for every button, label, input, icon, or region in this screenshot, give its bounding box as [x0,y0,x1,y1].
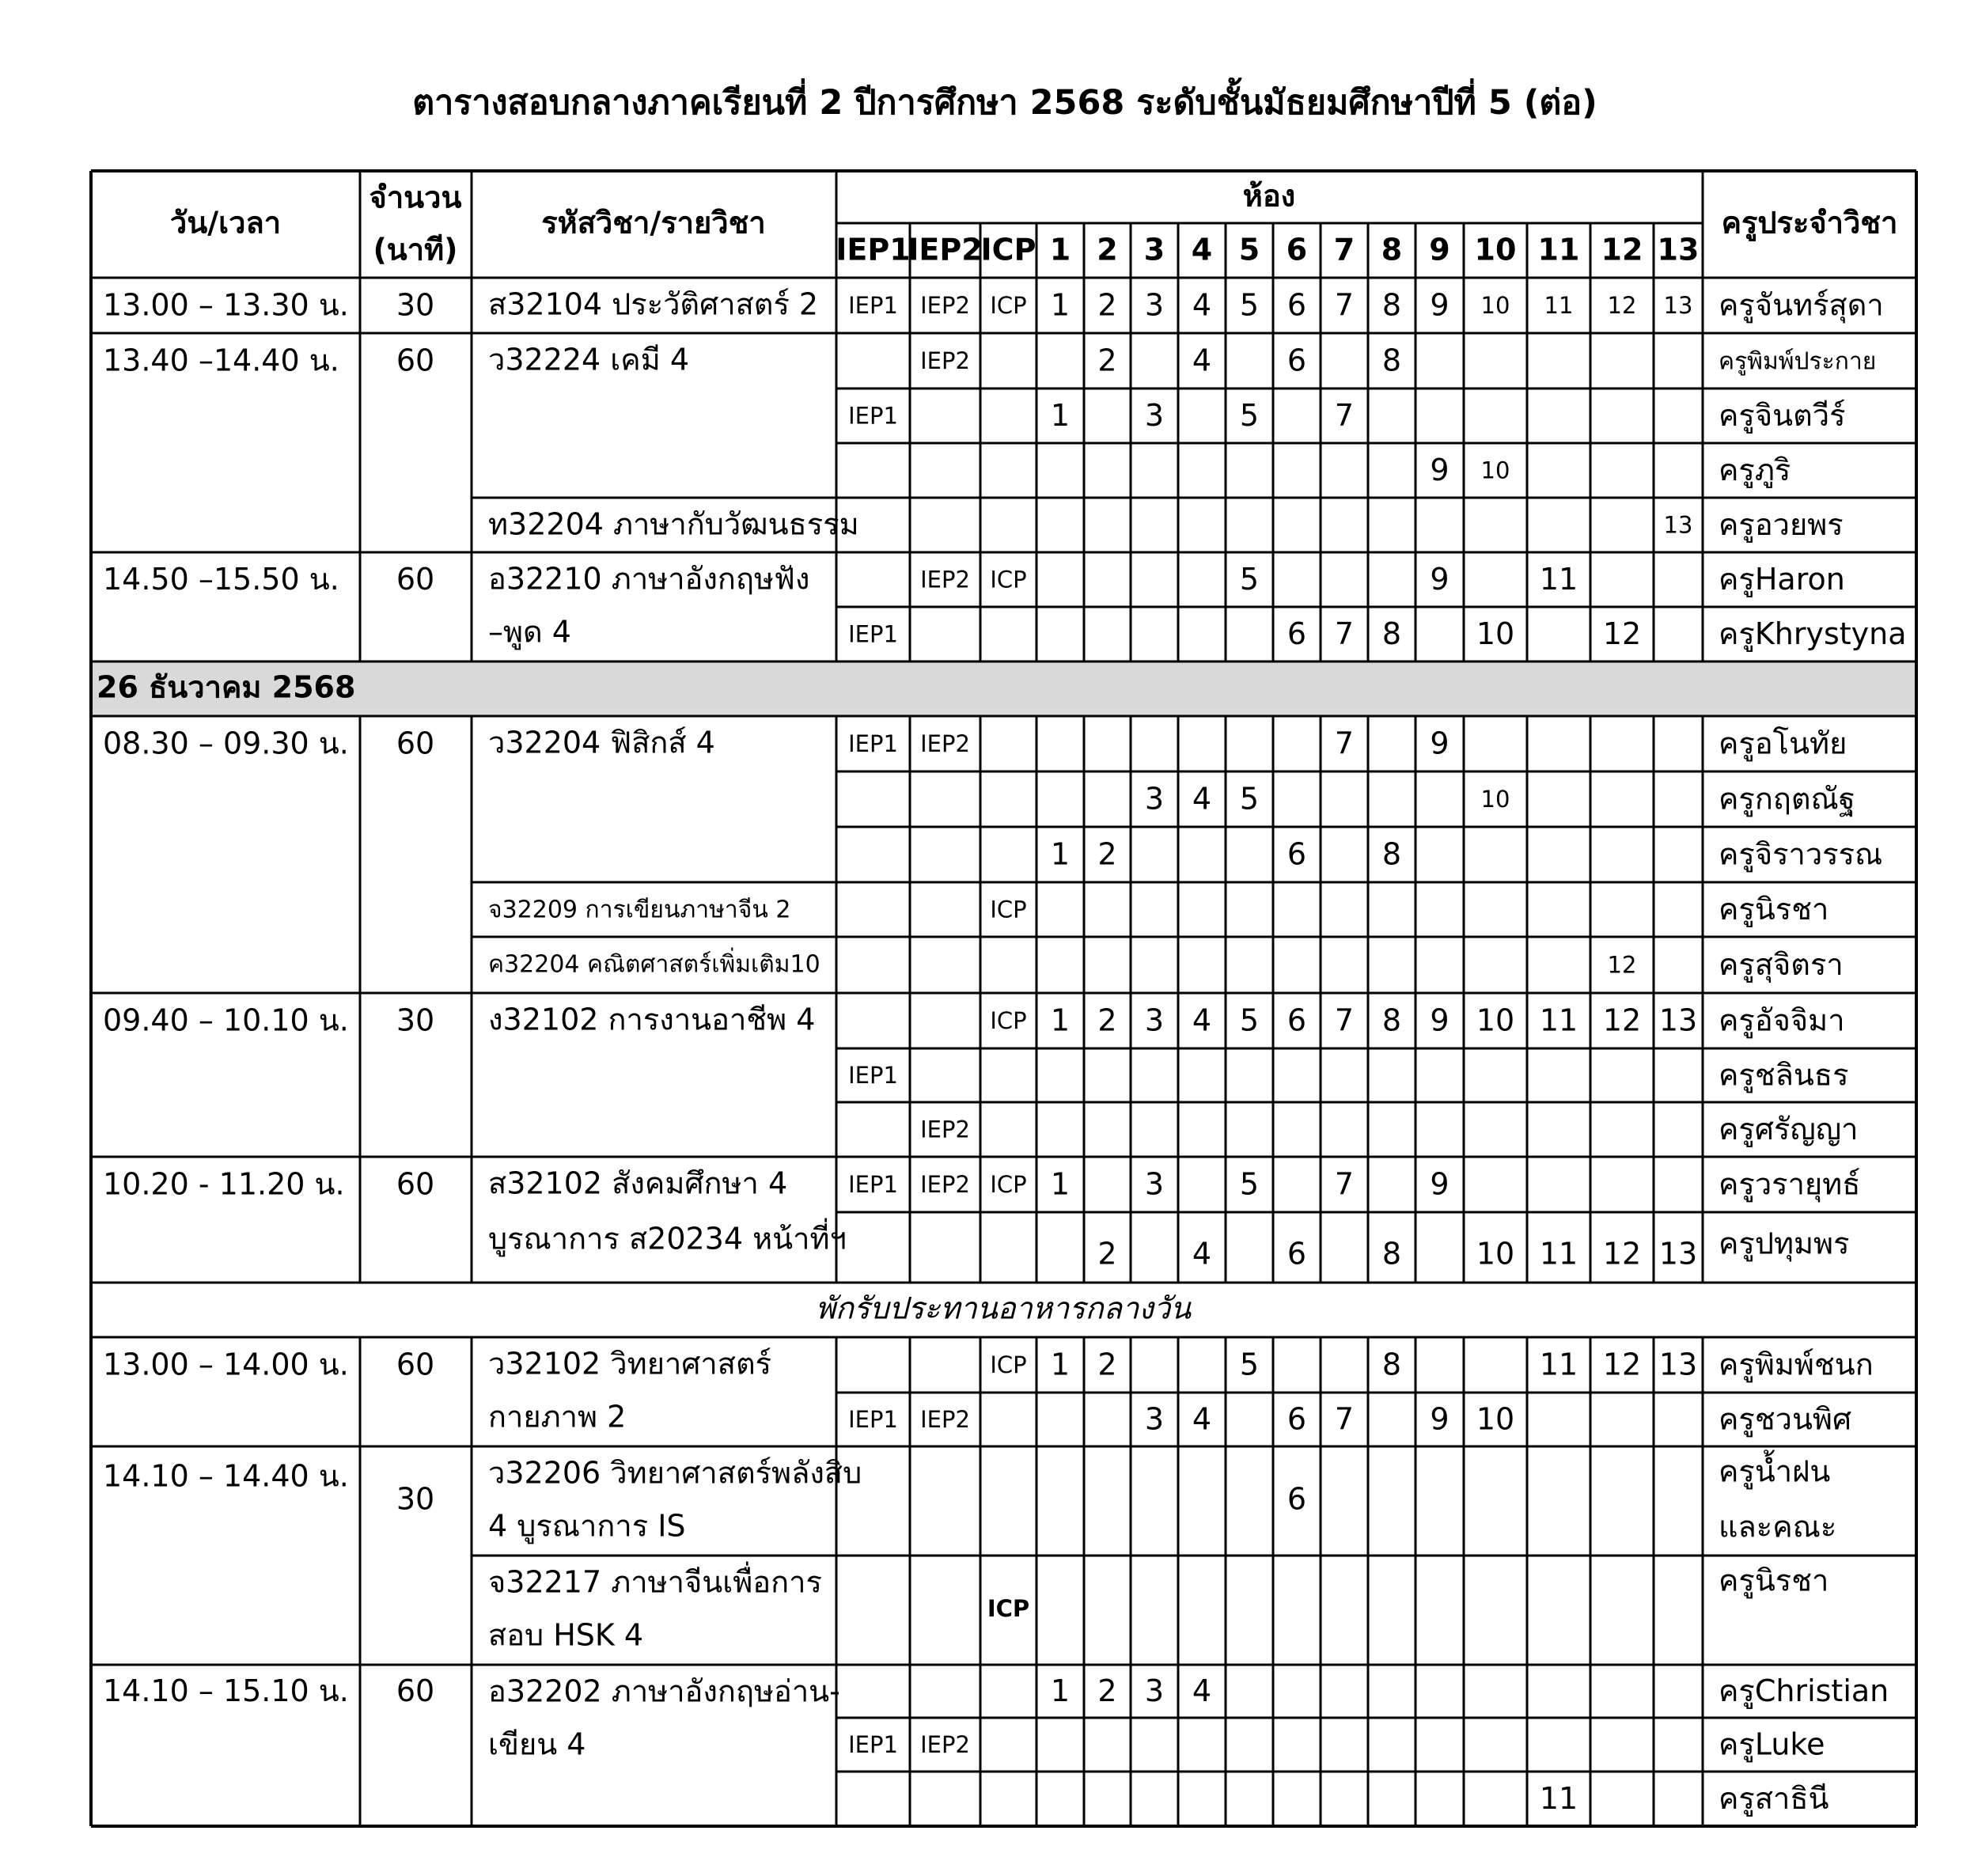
room-mark: 11 [1544,292,1574,319]
teacher-name: ครูพิมพ์ประกาย [1719,347,1877,376]
room-mark: 8 [1381,343,1402,378]
room-mark: 2 [1097,1002,1117,1038]
room-mark: 12 [1607,951,1637,979]
room-mark: IEP1 [848,292,898,319]
teacher-name: ครูจิราวรรณ [1719,836,1883,872]
subject-name: ค32204 คณิตศาสตร์เพิ่มเติม10 [488,950,820,979]
room-mark: 10 [1476,1236,1515,1272]
teacher-name: ครูKhrystyna [1719,616,1907,651]
duration-minutes: 60 [396,343,435,378]
room-mark: 7 [1334,1166,1355,1202]
room-mark: 8 [1381,1236,1402,1272]
teacher-name: ครูน้ำฝน [1719,1453,1831,1489]
header-room-12: 12 [1601,232,1643,267]
subject-name: ว32206 วิทยาศาสตร์พลังสิบ [488,1455,862,1491]
teacher-name: ครูศรัญญา [1719,1112,1859,1146]
teacher-name: ครูภูริ [1719,453,1791,487]
header-subject: รหัสวิชา/รายวิชา [541,205,766,241]
room-mark: 4 [1192,1401,1212,1437]
room-mark: 11 [1539,1002,1578,1038]
teacher-name: ครูChristian [1719,1673,1889,1708]
room-mark: 3 [1144,1166,1165,1202]
subject-name: ว32204 ฟิสิกส์ 4 [488,725,715,760]
teacher-name: ครูชลินธร [1719,1057,1849,1093]
room-mark: 13 [1658,1002,1698,1038]
room-mark: 2 [1097,836,1117,872]
header-room-3: 3 [1143,232,1165,267]
duration-minutes: 60 [396,562,435,597]
header-teacher: ครูประจำวิชา [1721,205,1898,241]
page-title: ตารางสอบกลางภาคเรียนที่ 2 ปีการศึกษา 2568 ระดับชั้นมัธยมศึกษาปีที่ 5 (ต่อ) [412,83,1597,123]
subject-name: –พูด 4 [488,614,571,650]
subject-name: ส32104 ประวัติศาสตร์ 2 [488,286,819,322]
room-mark: 10 [1480,292,1510,319]
table-cells [97,179,1907,1817]
room-mark: IEP2 [920,347,970,374]
room-mark: 4 [1192,781,1212,817]
teacher-name: ครูHaron [1719,562,1845,597]
room-mark: IEP1 [848,730,898,757]
subject-name: จ32217 ภาษาจีนเพื่อการ [488,1564,822,1600]
header-room-5: 5 [1238,232,1260,267]
room-mark: 10 [1476,1401,1515,1437]
room-mark: 1 [1050,398,1071,433]
time-slot: 10.20 - 11.20 น. [103,1166,345,1202]
subject-name: เขียน 4 [488,1726,586,1762]
room-mark: 1 [1050,287,1071,323]
room-mark: ICP [990,896,1027,923]
room-mark: 6 [1287,1236,1307,1272]
header-minutes-unit: (นาที) [373,232,458,267]
duration-minutes: 60 [396,726,435,761]
teacher-name: ครูวรายุทธ์ [1719,1166,1861,1202]
teacher-name: ครูปทุมพร [1719,1226,1850,1261]
room-mark: 10 [1476,1002,1515,1038]
subject-name: ส32102 สังคมศึกษา 4 [488,1165,788,1201]
room-mark: 4 [1192,1236,1212,1272]
room-mark: 11 [1539,1347,1578,1382]
room-mark: 13 [1658,1347,1698,1382]
room-mark: 4 [1192,1673,1212,1708]
duration-minutes: 30 [396,287,435,323]
room-mark: 5 [1239,781,1260,817]
duration-minutes: 30 [396,1002,435,1038]
room-mark: ICP [990,1171,1027,1198]
time-slot: 14.50 –15.50 น. [103,562,339,597]
room-mark: 5 [1239,1347,1260,1382]
teacher-name: ครูสาธินี [1719,1781,1829,1816]
room-mark: 9 [1430,1002,1450,1038]
room-mark: IEP2 [920,566,970,593]
subject-name: สอบ HSK 4 [488,1617,644,1653]
lunch-row: พักรับประทานอาหารกลางวัน [815,1290,1192,1326]
header-room-IEP2: IEP2 [908,232,983,267]
room-mark: 5 [1239,398,1260,433]
header-room-ICP: ICP [980,232,1036,267]
room-mark: 6 [1287,343,1307,378]
teacher-name: ครูอวยพร [1719,507,1844,542]
subject-name: อ32202 ภาษาอังกฤษอ่าน- [488,1673,840,1709]
room-mark: 1 [1050,1347,1071,1382]
header-room-11: 11 [1537,232,1580,267]
room-mark: IEP2 [920,1731,970,1758]
teacher-name: ครูสุจิตรา [1719,947,1844,982]
subject-name: บูรณาการ ส20234 หน้าที่ฯ [488,1221,847,1256]
header-room-13: 13 [1657,232,1700,267]
room-mark: ICP [990,1007,1027,1034]
room-mark: IEP2 [920,730,970,757]
room-mark: IEP1 [848,402,898,430]
room-mark: 6 [1287,1002,1307,1038]
room-mark: 3 [1144,1673,1165,1708]
room-mark: 1 [1050,1002,1071,1038]
room-mark: 11 [1539,1781,1578,1816]
room-mark: 7 [1334,616,1355,651]
room-mark: ICP [990,292,1027,319]
room-mark: IEP2 [920,1116,970,1143]
header-datetime: วัน/เวลา [169,205,282,241]
room-mark: 2 [1097,1347,1117,1382]
room-mark: 12 [1602,1002,1642,1038]
room-mark: 13 [1663,511,1693,539]
time-slot: 09.40 – 10.10 น. [103,1002,349,1038]
teacher-name: ครูนิรชา [1719,1563,1829,1598]
subject-name: ท32204 ภาษากับวัฒนธรรม [488,506,859,542]
room-mark: 9 [1430,1401,1450,1437]
subject-name: ว32102 วิทยาศาสตร์ [488,1346,772,1381]
date-row-background [91,661,1916,716]
room-mark: 3 [1144,1002,1165,1038]
room-mark: IEP1 [848,1406,898,1433]
header-room-6: 6 [1286,232,1308,267]
duration-minutes: 60 [396,1673,435,1708]
header-minutes: จำนวน [369,180,462,215]
room-mark: 3 [1144,398,1165,433]
room-mark: 9 [1430,453,1450,487]
teacher-name: ครูชวนพิศ [1719,1401,1852,1437]
subject-name: อ32210 ภาษาอังกฤษฟัง [488,561,810,597]
header-rooms: ห้อง [1242,178,1296,214]
teacher-name: ครูนิรชา [1719,892,1829,927]
duration-minutes: 30 [396,1481,435,1517]
date-row: 26 ธันวาคม 2568 [97,669,356,705]
room-mark: 4 [1192,1002,1212,1038]
teacher-name: ครูกฤตณัฐ [1719,781,1855,817]
room-mark: IEP1 [848,1731,898,1758]
time-slot: 08.30 – 09.30 น. [103,726,349,761]
header-room-2: 2 [1097,232,1118,267]
room-mark: 13 [1663,292,1693,319]
room-mark: 5 [1239,562,1260,597]
room-mark: ICP [987,1595,1030,1622]
duration-minutes: 60 [396,1347,435,1382]
room-mark: 12 [1602,1236,1642,1272]
header-room-10: 10 [1474,232,1517,267]
room-mark: 6 [1287,1481,1307,1517]
room-mark: 5 [1239,287,1260,323]
room-mark: 12 [1607,292,1637,319]
room-mark: IEP1 [848,1171,898,1198]
header-room-9: 9 [1429,232,1450,267]
room-mark: 8 [1381,1347,1402,1382]
teacher-name: ครูพิมพ์ชนก [1719,1347,1874,1382]
room-mark: 7 [1334,287,1355,323]
duration-minutes: 60 [396,1166,435,1202]
room-mark: 6 [1287,1401,1307,1437]
room-mark: ICP [990,566,1027,593]
subject-name: ว32224 เคมี 4 [488,342,690,377]
room-mark: IEP2 [920,1406,970,1433]
room-mark: 8 [1381,616,1402,651]
room-mark: 11 [1539,562,1578,597]
room-mark: 10 [1480,786,1510,813]
room-mark: 9 [1430,726,1450,761]
room-mark: 9 [1430,1166,1450,1202]
room-mark: 1 [1050,1673,1071,1708]
teacher-name: ครูจันทร์สุดา [1719,287,1884,323]
room-mark: 8 [1381,287,1402,323]
room-mark: 12 [1602,616,1642,651]
subject-name: จ32209 การเขียนภาษาจีน 2 [488,896,791,924]
room-mark: 10 [1480,457,1510,484]
room-mark: 2 [1097,1236,1117,1272]
room-mark: 3 [1144,781,1165,817]
room-mark: 12 [1602,1347,1642,1382]
room-mark: 8 [1381,1002,1402,1038]
teacher-name: ครูLuke [1719,1726,1825,1762]
room-mark: IEP1 [848,620,898,648]
room-mark: IEP1 [848,1062,898,1089]
room-mark: 4 [1192,343,1212,378]
room-mark: 9 [1430,562,1450,597]
room-mark: 11 [1539,1236,1578,1272]
room-mark: 7 [1334,1002,1355,1038]
room-mark: 6 [1287,836,1307,872]
teacher-name: และคณะ [1719,1509,1837,1544]
room-mark: 5 [1239,1002,1260,1038]
room-mark: IEP2 [920,1171,970,1198]
header-room-7: 7 [1333,232,1355,267]
room-mark: 7 [1334,1401,1355,1437]
room-mark: 6 [1287,287,1307,323]
room-mark: ICP [990,1351,1027,1378]
header-room-1: 1 [1049,232,1071,267]
teacher-name: ครูอโนทัย [1719,726,1847,761]
time-slot: 14.10 – 14.40 น. [103,1458,349,1494]
subject-name: 4 บูรณาการ IS [488,1508,686,1544]
room-mark: 7 [1334,398,1355,433]
time-slot: 13.00 – 14.00 น. [103,1347,349,1382]
room-mark: 2 [1097,287,1117,323]
time-slot: 13.00 – 13.30 น. [103,287,349,323]
room-mark: 2 [1097,1673,1117,1708]
room-mark: 7 [1334,726,1355,761]
room-mark: IEP2 [920,292,970,319]
room-mark: 1 [1050,836,1071,872]
room-mark: 6 [1287,616,1307,651]
room-mark: 8 [1381,836,1402,872]
header-room-4: 4 [1191,232,1213,267]
header-room-8: 8 [1381,232,1403,267]
room-mark: 9 [1430,287,1450,323]
room-mark: 4 [1192,287,1212,323]
teacher-name: ครูจินตวีร์ [1719,398,1846,433]
room-mark: 13 [1658,1236,1698,1272]
table-grid [91,171,1916,1826]
header-room-IEP1: IEP1 [836,232,911,267]
teacher-name: ครูอัจจิมา [1719,1002,1845,1038]
time-slot: 14.10 – 15.10 น. [103,1673,349,1708]
room-mark: 3 [1144,1401,1165,1437]
room-mark: 3 [1144,287,1165,323]
subject-name: กายภาพ 2 [488,1399,627,1434]
time-slot: 13.40 –14.40 น. [103,343,339,378]
room-mark: 1 [1050,1166,1071,1202]
subject-name: ง32102 การงานอาชีพ 4 [488,1002,816,1037]
room-mark: 2 [1097,343,1117,378]
room-mark: 5 [1239,1166,1260,1202]
room-mark: 10 [1476,616,1515,651]
